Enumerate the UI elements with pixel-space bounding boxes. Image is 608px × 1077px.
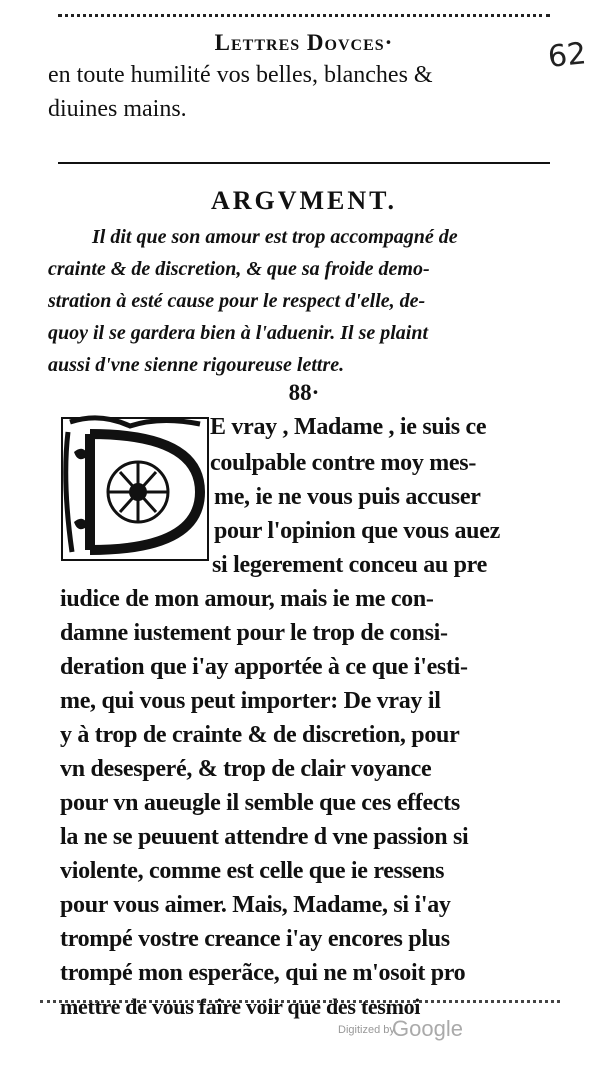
digitized-by-label: Digitized by (338, 1024, 395, 1036)
body-line: trompé vostre creance i'ay encores plus (60, 926, 450, 952)
letter-number: 88· (288, 380, 320, 405)
carry-over-line-2: diuines mains. (48, 96, 187, 122)
body-line: mettre de vous faire voir que des tesmoi (60, 994, 421, 1019)
argument-title: ARGVMENT. (210, 186, 398, 215)
body-line: damne iustement pour le trop de consi- (60, 620, 448, 646)
body-line: deration que i'ay apportée à ce que i'esti- (60, 654, 468, 680)
initial-letter: D (210, 562, 211, 563)
body-line: vn desesperé, & trop de clair voyance (60, 756, 432, 782)
body-line: pour vn aueugle il semble que ces effects (60, 790, 460, 816)
body-line: violente, comme est celle que ie ressens (60, 858, 445, 884)
body-line: me, qui vous peut importer: De vray il (60, 688, 441, 714)
body-line: E vray , Madame , ie suis ce (210, 414, 487, 440)
bottom-ornament-rule (40, 1000, 560, 1003)
body-line: pour l'opinion que vous auez (214, 518, 500, 544)
body-line: coulpable contre moy mes- (210, 450, 477, 476)
body-line: trompé mon esperãce, qui ne m'osoit pro (60, 960, 466, 986)
section-divider-rule (58, 162, 550, 164)
handwritten-folio-note: 62 (546, 36, 588, 75)
body-line: iudice de mon amour, mais ie me con- (60, 586, 434, 612)
running-head: Lettres Dovces· (214, 30, 394, 55)
argument-line: quoy il se gardera bien à l'aduenir. Il se plaint (48, 322, 429, 344)
argument-line: aussi d'vne sienne rigoureuse lettre. (48, 354, 345, 376)
carry-over-line-1: en toute humilité vos belles, blanches & (48, 62, 433, 88)
google-watermark: Google (392, 1016, 463, 1041)
body-line: me, ie ne vous puis accuser (214, 484, 481, 510)
body-line: la ne se peuuent attendre d vne passion si (60, 824, 469, 850)
argument-line: Il dit que son amour est trop accompagné de (92, 226, 458, 248)
body-line: pour vous aimer. Mais, Madame, si i'ay (60, 892, 451, 918)
argument-line: stration à esté cause pour le respect d'elle, de- (48, 290, 426, 312)
body-line: y à trop de crainte & de discretion, pour (60, 722, 460, 748)
body-line: si legerement conceu au pre (212, 552, 487, 578)
argument-line: crainte & de discretion, & que sa froide demo- (48, 258, 430, 280)
decorated-initial-d-icon (60, 412, 210, 564)
top-ornament-rule (58, 14, 550, 17)
